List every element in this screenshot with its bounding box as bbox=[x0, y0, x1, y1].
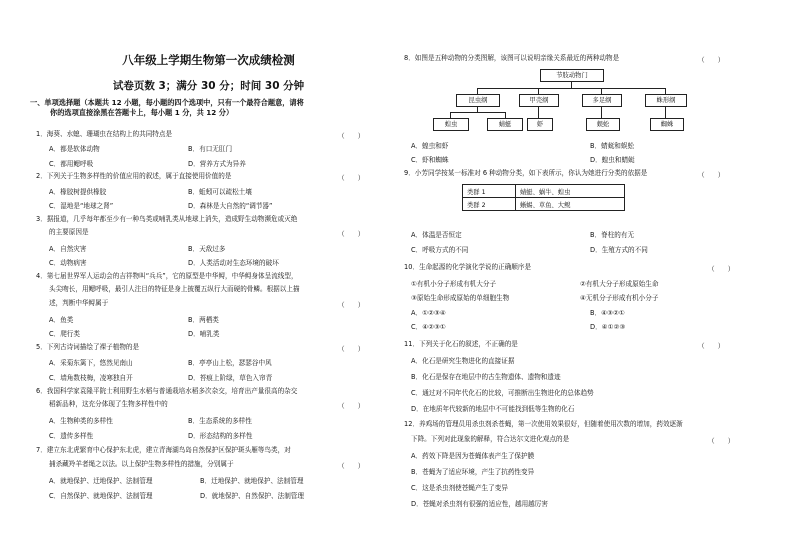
q7-stem-line2: 捕杀藏羚羊者绳之以法。以上保护生物多样性的措施，分别属于 bbox=[49, 460, 234, 468]
table-row bbox=[463, 198, 625, 211]
q8-option-d[interactable]: D．蝗虫和蜻蜓 bbox=[590, 156, 635, 164]
q12-option-b[interactable]: B．苍蝇为了适应环境，产生了抗药性变异 bbox=[411, 468, 535, 476]
q2-option-b[interactable]: B．蚯蚓可以疏松土壤 bbox=[188, 188, 252, 196]
table-cell-label: 类群 2 bbox=[463, 198, 516, 211]
diagram-connector bbox=[601, 106, 602, 118]
classification-table bbox=[462, 184, 625, 211]
diagram-connector bbox=[538, 106, 539, 118]
diagram-class-crustacea: 甲壳纲 bbox=[519, 94, 559, 107]
q10-option-a[interactable]: A．①②③④ bbox=[411, 309, 446, 317]
table-cell-members: 蜻蜓、蜗牛、蝗虫 bbox=[516, 185, 625, 198]
q6-option-c[interactable]: C．遗传多样性 bbox=[49, 432, 94, 440]
q7-answer-paren[interactable]: （ ） bbox=[338, 462, 365, 470]
q1-option-c[interactable]: C．都用鳃呼吸 bbox=[49, 160, 94, 168]
q10-stem: 10．生命起源的化学演化学说的正确顺序是 bbox=[404, 263, 532, 271]
q10-option-d[interactable]: D．④①②③ bbox=[590, 323, 626, 331]
q8-option-c[interactable]: C．虾和蜘蛛 bbox=[411, 156, 449, 164]
q6-option-d[interactable]: D．形态结构的多样性 bbox=[188, 432, 253, 440]
q10-item-2: ②有机大分子形成原始生命 bbox=[580, 280, 659, 288]
q4-option-d[interactable]: D．哺乳类 bbox=[188, 330, 220, 338]
q9-option-a[interactable]: A．体温是否恒定 bbox=[411, 231, 462, 239]
table-cell-label: 类群 1 bbox=[463, 185, 516, 198]
q4-stem-line3: 述，判断中华鲟属于 bbox=[49, 299, 109, 307]
q6-option-b[interactable]: B．生态系统的多样性 bbox=[188, 417, 252, 425]
diagram-class-myriapoda: 多足纲 bbox=[582, 94, 622, 107]
exam-title: 八年级上学期生物第一次成绩检测 bbox=[122, 53, 295, 67]
q3-option-c[interactable]: C．动物病害 bbox=[49, 259, 87, 267]
q2-option-a[interactable]: A．橡胶树提供橡胶 bbox=[49, 188, 107, 196]
q5-option-d[interactable]: D．苔痕上阶绿，草色入帘青 bbox=[188, 374, 273, 382]
q10-item-1: ①有机小分子形成有机大分子 bbox=[411, 280, 497, 288]
q3-option-d[interactable]: D．人类活动对生态环境的破坏 bbox=[188, 259, 279, 267]
q4-option-c[interactable]: C．爬行类 bbox=[49, 330, 80, 338]
q5-stem: 5．下列古诗词描绘了裸子植物的是 bbox=[36, 343, 140, 351]
q8-stem: 8．如图是五种动物的分类图解，该图可以说明亲缘关系最近的两种动物是 bbox=[404, 54, 620, 62]
q9-stem: 9．小芳同学按某一标准对 6 种动物分类，如下表所示，你认为她进行分类的依据是 bbox=[404, 169, 648, 177]
q9-option-d[interactable]: D．生殖方式的不同 bbox=[590, 246, 648, 254]
q3-option-a[interactable]: A．自然灾害 bbox=[49, 245, 87, 253]
diagram-animal-spider: 蜘蛛 bbox=[650, 118, 684, 131]
q5-answer-paren[interactable]: （ ） bbox=[338, 345, 365, 353]
q12-option-d[interactable]: D．苍蝇对杀虫剂有很强的适应性，越用越厉害 bbox=[411, 500, 548, 508]
q6-stem-line1: 6．我国科学家袁隆平院士利用野生水稻与普通栽培水稻多次杂交，培育出产量很高的杂交 bbox=[36, 387, 298, 395]
q8-option-b[interactable]: B．蜻蜓和蜈蚣 bbox=[590, 142, 635, 150]
q9-option-b[interactable]: B．脊柱的有无 bbox=[590, 231, 635, 239]
q4-stem-line1: 4．第七届世界军人运动会的吉祥物叫“兵兵”，它的原型是中华鲟，中华鲟身体呈流线型， bbox=[36, 272, 298, 280]
q7-option-d[interactable]: D．就地保护、自然保护、法制管理 bbox=[200, 492, 304, 500]
q2-answer-paren[interactable]: （ ） bbox=[338, 174, 365, 182]
q5-option-b[interactable]: B．亭亭山上松，瑟瑟谷中风 bbox=[188, 359, 272, 367]
q3-stem-line2: 的主要原因是 bbox=[49, 228, 89, 236]
q1-stem: 1．海葵、水螅、珊瑚虫在结构上的共同特点是 bbox=[36, 130, 173, 138]
q4-answer-paren[interactable]: （ ） bbox=[338, 301, 365, 309]
q3-answer-paren[interactable]: （ ） bbox=[338, 230, 365, 238]
q11-answer-paren[interactable]: （ ） bbox=[698, 342, 725, 350]
diagram-connector bbox=[450, 112, 506, 113]
q12-stem-line1: 12．养鸡场的管理员用杀虫剂杀苍蝇，第一次使用效果很好，但随着使用次数的增加，药效逐渐 bbox=[404, 420, 683, 428]
q11-option-b[interactable]: B．化石是保存在地层中的古生物遗体、遗物和遗迹 bbox=[411, 373, 561, 381]
q11-stem: 11．下列关于化石的叙述，不正确的是 bbox=[404, 340, 518, 348]
diagram-connector bbox=[571, 81, 572, 88]
diagram-connector bbox=[665, 106, 666, 118]
q10-option-b[interactable]: B．④③②① bbox=[590, 309, 625, 317]
q6-answer-paren[interactable]: （ ） bbox=[338, 402, 365, 410]
q7-option-a[interactable]: A．就地保护、迁地保护、法制管理 bbox=[49, 477, 153, 485]
q4-option-a[interactable]: A．鱼类 bbox=[49, 316, 74, 324]
section-heading bbox=[30, 98, 390, 118]
q1-option-b[interactable]: B．有口无肛门 bbox=[188, 145, 233, 153]
q10-option-c[interactable]: C．④②③① bbox=[411, 323, 446, 331]
q2-option-c[interactable]: C．湿地是“地球之肾” bbox=[49, 202, 114, 210]
section-heading-line1: 一、单项选择题（本题共 12 小题，每小题的四个选项中，只有一个最符合题意，请将 bbox=[30, 98, 304, 107]
q4-option-b[interactable]: B．两栖类 bbox=[188, 316, 219, 324]
q7-option-c[interactable]: C．自然保护、就地保护、法制管理 bbox=[49, 492, 153, 500]
diagram-animal-dragonfly: 蜻蜓 bbox=[487, 118, 523, 131]
q7-option-b[interactable]: B．迁地保护、就地保护、法制管理 bbox=[200, 477, 304, 485]
exam-subtitle: 试卷页数 3；满分 30 分；时间 30 分钟 bbox=[112, 80, 305, 92]
diagram-class-arachnida: 蛛形纲 bbox=[645, 94, 687, 107]
diagram-animal-locust: 蝗虫 bbox=[433, 118, 469, 131]
q8-answer-paren[interactable]: （ ） bbox=[698, 56, 725, 64]
q8-option-a[interactable]: A．蝗虫和虾 bbox=[411, 142, 449, 150]
q12-answer-paren[interactable]: （ ） bbox=[708, 437, 735, 445]
q5-option-a[interactable]: A．采菊东篱下，悠然见南山 bbox=[49, 359, 133, 367]
q11-option-a[interactable]: A．化石是研究生物进化的直接证据 bbox=[411, 357, 515, 365]
diagram-class-insecta: 昆虫纲 bbox=[456, 94, 500, 107]
q10-item-3: ③原始生命形成原始的单细胞生物 bbox=[411, 294, 510, 302]
q11-option-c[interactable]: C．通过对不同年代化石的比较，可推断出生物进化的总体趋势 bbox=[411, 389, 594, 397]
section-heading-line2: 你的选项直接涂黑在答题卡上，每小题 1 分，共 12 分） bbox=[50, 107, 234, 117]
q3-stem-line1: 3．据报道，几乎每年都至少有一种鸟类或哺乳类从地球上消失，造成野生动物濒危或灭绝 bbox=[36, 215, 298, 223]
q1-option-a[interactable]: A．都是软体动物 bbox=[49, 145, 100, 153]
q11-option-d[interactable]: D．在地质年代较新的地层中不可能找到低等生物的化石 bbox=[411, 405, 575, 413]
q12-option-c[interactable]: C．这是杀虫剂使苍蝇产生了变异 bbox=[411, 484, 508, 492]
q1-answer-paren[interactable]: （ ） bbox=[338, 132, 365, 140]
diagram-animal-centipede: 蜈蚣 bbox=[586, 118, 620, 131]
q10-answer-paren[interactable]: （ ） bbox=[708, 265, 735, 273]
q1-option-d[interactable]: D．营养方式为异养 bbox=[188, 160, 246, 168]
table-row bbox=[463, 185, 625, 198]
q3-option-b[interactable]: B．天敌过多 bbox=[188, 245, 226, 253]
q6-stem-line2: 稻新品种，这充分体现了生物多样性中的 bbox=[49, 400, 168, 408]
diagram-root-phylum: 节肢动物门 bbox=[540, 69, 604, 82]
q6-option-a[interactable]: A．生物种类的多样性 bbox=[49, 417, 113, 425]
q2-option-d[interactable]: D．森林是大自然的“调节器” bbox=[188, 202, 273, 210]
q9-answer-paren[interactable]: （ ） bbox=[698, 171, 725, 179]
q12-stem-line2: 下降。下列对此现象的解释，符合达尔文进化观点的是 bbox=[411, 435, 570, 443]
q2-stem: 2．下列关于生物多样性的价值应用的叙述，属于直接使用价值的是 bbox=[36, 172, 232, 180]
diagram-animal-shrimp: 虾 bbox=[527, 118, 553, 131]
q9-option-c[interactable]: C．呼吸方式的不同 bbox=[411, 246, 469, 254]
diagram-connector bbox=[477, 88, 666, 89]
q7-stem-line1: 7．建立东北虎繁育中心保护东北虎，建立青海湖鸟岛自然保护区保护斑头雁等鸟类，对 bbox=[36, 446, 291, 454]
table-cell-members: 蜥蜴、草鱼、大鲵 bbox=[516, 198, 625, 211]
q4-stem-line2: 头尖吻长，用鳃呼吸，最引人注目的特征是身上披覆五纵行大而硬的骨鳞。根据以上描 bbox=[49, 285, 300, 293]
q10-item-4: ④无机分子形成有机小分子 bbox=[580, 294, 659, 302]
q5-option-c[interactable]: C．墙角数枝梅，凌寒独自开 bbox=[49, 374, 133, 382]
q12-option-a[interactable]: A．药效下降是因为苍蝇体表产生了保护膜 bbox=[411, 452, 535, 460]
